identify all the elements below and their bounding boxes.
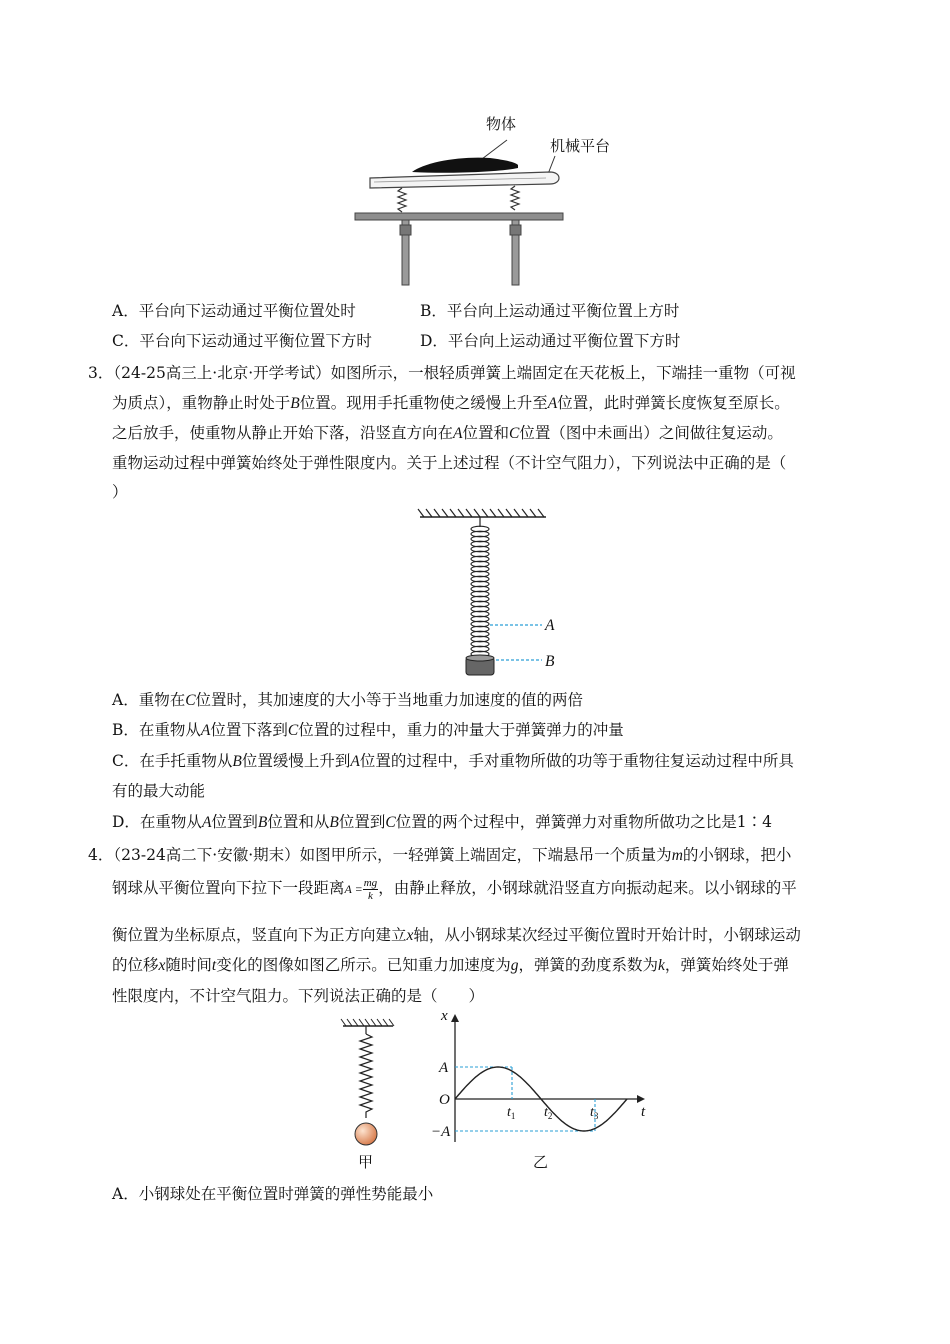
tick-A: A — [439, 1060, 449, 1076]
q2-option-b: B．平台向上运动通过平衡位置上方时 — [420, 302, 680, 320]
fig1-label-platform: 机械平台 — [550, 137, 611, 155]
q3-line1: 3．（24-25高三上·北京·开学考试）如图所示，一根轻质弹簧上端固定在天花板上，下端挂一重物（可视 — [88, 364, 796, 382]
q3-option-c-line2: 有的最大动能 — [112, 782, 206, 800]
q4-line2: 钢球从平衡位置向下拉下一段距离A = $\frac{mg}{k}$ ，由静止释放，小钢球就沿竖直方向振动起来。以小钢球的平 — [112, 876, 797, 902]
axis-label-x: x — [441, 1010, 448, 1024]
spring-figure — [410, 505, 590, 685]
platform-figure — [350, 110, 630, 290]
q4-line4: 的位移x随时间t变化的图像如图乙所示。已知重力加速度为g，弹簧的劲度系数为k，弹簧始终处于弹 — [112, 956, 789, 974]
q4-line3: 衡位置为坐标原点，竖直向下为正方向建立x轴，从小钢球某次经过平衡位置时开始计时，小钢球运动 — [112, 926, 801, 944]
q2-option-d: D．平台向上运动通过平衡位置下方时 — [420, 332, 681, 350]
q4-option-a: A．小钢球处在平衡位置时弹簧的弹性势能最小 — [112, 1185, 434, 1203]
q4-line5: 性限度内，不计空气阻力。下列说法正确的是（ ） — [112, 987, 485, 1005]
tick-t3: $t_3$ — [590, 1105, 599, 1121]
coil-spring — [471, 526, 489, 657]
tick-O: O — [439, 1092, 450, 1108]
q3-line5: ） — [112, 483, 128, 501]
t-axis-arrow — [637, 1095, 645, 1103]
q4-line1: 4．（23-24高二下·安徽·期末）如图甲所示，一轻弹簧上端固定，下端悬吊一个质量为m的小钢球，把小 — [88, 846, 792, 864]
axis-label-t: t — [641, 1104, 646, 1120]
q3-option-d: D．在重物从A位置到B位置和从B位置到C位置的两个过程中，弹簧弹力对重物所做功之比是1∶4 — [112, 813, 772, 831]
tick-t2: $t_2$ — [544, 1105, 553, 1121]
fraction-mg-k: $\frac{mg}{k}$ — [363, 876, 378, 902]
q3-number: 3． — [88, 364, 114, 382]
q2-option-a: A．平台向下运动通过平衡位置处时 — [112, 302, 356, 320]
q4-source: （23-24高二下·安徽·期末） — [113, 846, 300, 864]
q3-source: （24-25高三上·北京·开学考试） — [113, 364, 331, 382]
x-axis-arrow — [451, 1014, 459, 1022]
q3-option-b: B．在重物从A位置下落到C位置的过程中，重力的冲量大于弹簧弹力的冲量 — [112, 721, 624, 739]
tick-t1: $t_1$ — [507, 1105, 516, 1121]
spring-left — [398, 188, 406, 212]
tick-minusA: −A — [431, 1124, 451, 1140]
q3-option-a: A．重物在C位置时，其加速度的大小等于当地重力加速度的值的两倍 — [112, 691, 584, 709]
q3-line2: 为质点），重物静止时处于B位置。现用手托重物使之缓慢上升至A位置，此时弹簧长度恢复至原长。 — [112, 394, 790, 412]
fig-label-a: A — [545, 617, 555, 634]
fig-label-b: B — [545, 653, 555, 670]
steel-ball — [355, 1123, 377, 1145]
q4-number: 4． — [88, 846, 114, 864]
q3-option-c: C．在手托重物从B位置缓慢上升到A位置的过程中，手对重物所做的功等于重物往复运动过程中所具 — [112, 752, 794, 770]
q2-option-c: C．平台向下运动通过平衡位置下方时 — [112, 332, 372, 350]
fig1-label-object: 物体 — [486, 115, 517, 133]
q3-line4: 重物运动过程中弹簧始终处于弹性限度内。关于上述过程（不计空气阻力），下列说法中正确的是（ — [112, 454, 787, 472]
caption-yi: 乙 — [533, 1153, 549, 1171]
base-bar — [355, 213, 563, 220]
zigzag-spring — [360, 1034, 372, 1118]
spring-right — [511, 186, 519, 210]
ratio: 1∶4 — [736, 813, 772, 831]
figure-jia — [335, 1016, 405, 1151]
caption-jia: 甲 — [358, 1153, 374, 1171]
q3-line3: 之后放手，使重物从静止开始下落，沿竖直方向在A位置和C位置（图中未画出）之间做往复运动。 — [112, 424, 783, 442]
xt-chart — [425, 1010, 655, 1150]
object-blob — [412, 158, 518, 173]
